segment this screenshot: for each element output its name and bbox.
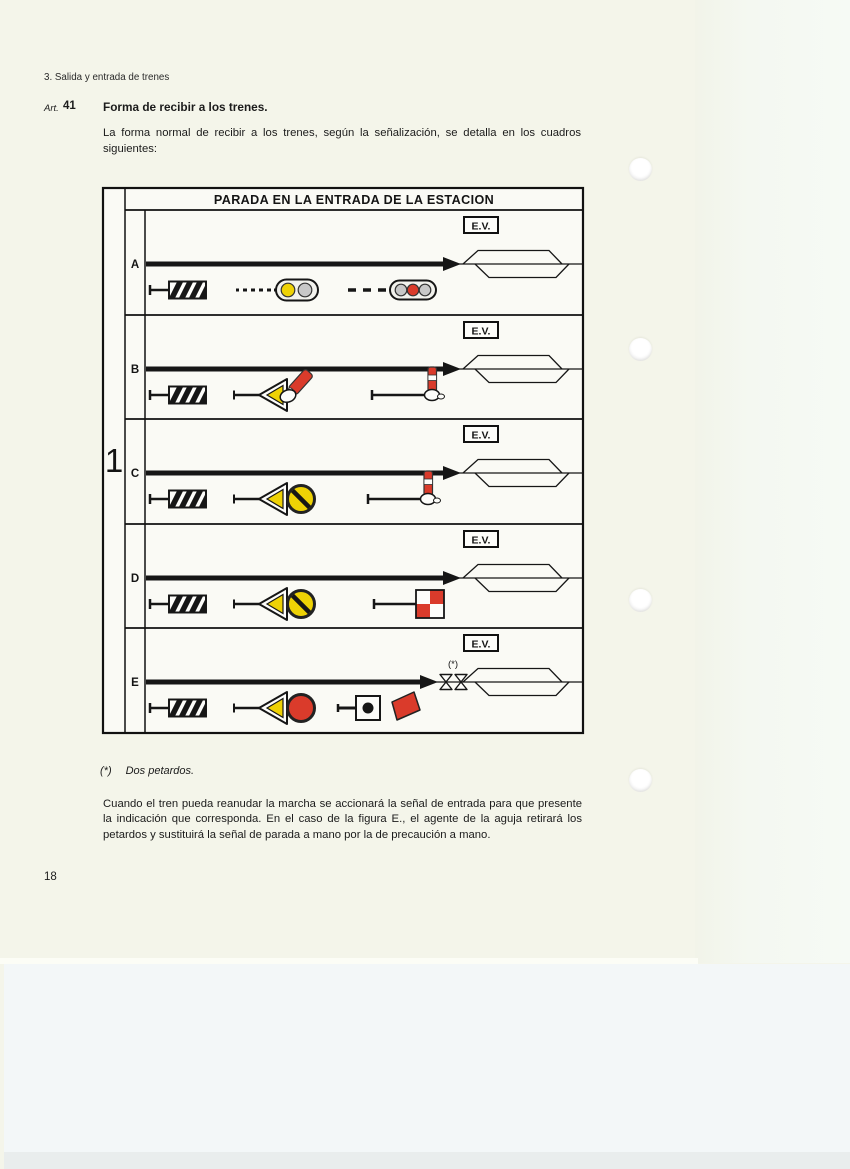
hole-punch [629,769,652,792]
closing-paragraph: Cuando el tren pueda reanudar la marcha se accionará la señal de entrada para que presente la indicación que corresponda. En el caso de la figura E., el agente de la aguja retirará los petardos y sustituirá la señal de parada a mano por la de precaución a mano. [103,798,582,841]
scan-bottom-strip [4,1152,850,1169]
page-number: 18 [44,871,57,883]
row-letter: E [131,677,139,689]
scanner-background [4,964,850,1169]
footnote [100,765,194,777]
row-letter: B [130,364,140,376]
ev-label: E.V. [471,638,491,651]
striped-distant-disc-symbol [288,486,315,513]
footnote-marker: (*) [100,765,112,777]
row-letter: C [130,468,140,480]
footnote-text: Dos petardos. [125,765,195,777]
hole-punch [629,158,652,181]
hole-punch [629,589,652,612]
signalling-diagram-table [100,185,590,737]
ev-label: E.V. [471,220,491,233]
table-border [103,188,583,733]
row-letter: A [130,259,140,271]
running-header: 3. Salida y entrada de trenes [44,72,170,83]
article-number: 41 [63,100,76,112]
detonators-marker: (*) [447,659,459,670]
scan-right-margin [695,0,850,963]
striped-distant-disc-symbol [288,591,315,618]
row-letter: D [130,573,140,585]
ev-label: E.V. [471,325,491,338]
group-label: 1 [104,442,124,479]
ev-label: E.V. [471,534,491,547]
ev-label: E.V. [471,429,491,442]
scan-left-edge [0,968,4,1169]
table-title: PARADA EN LA ENTRADA DE LA ESTACION [213,193,495,207]
article-title: Forma de recibir a los trenes. [103,100,268,114]
article-prefix: Art. [44,103,59,114]
red-stop-disc-symbol [288,695,315,722]
hole-punch [629,338,652,361]
intro-paragraph: La forma normal de recibir a los trenes, según la señalización, se detalla en los cuadros siguientes: [103,127,581,155]
